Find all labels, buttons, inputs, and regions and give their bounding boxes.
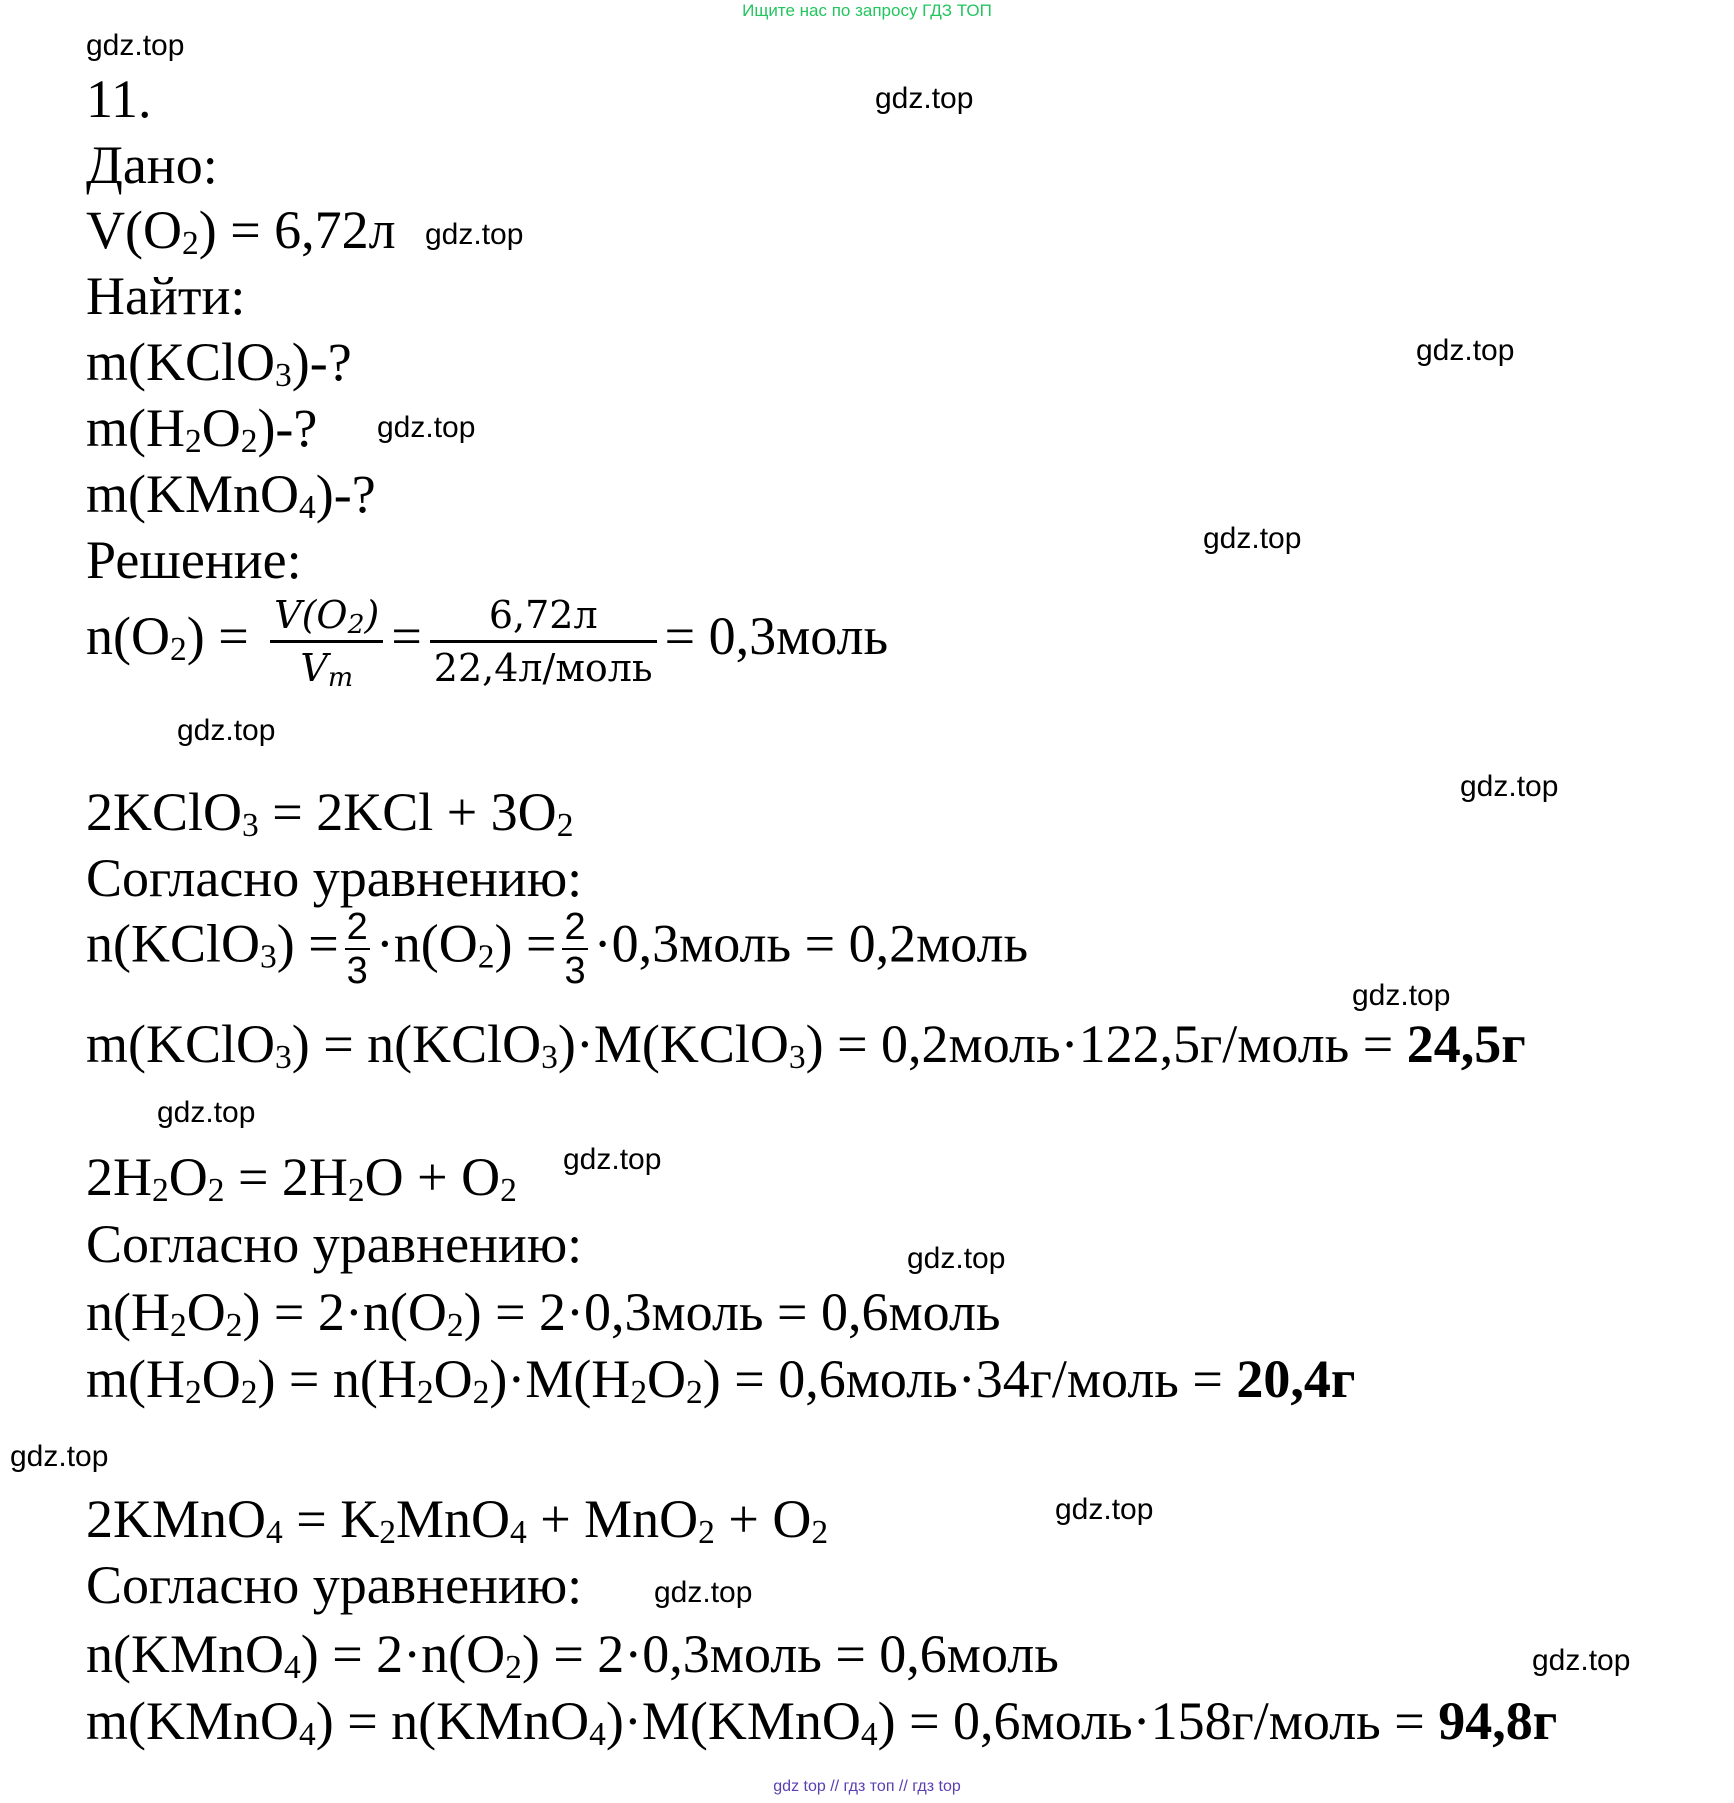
watermark: gdz.top <box>1416 334 1515 367</box>
volume-fraction: $\frac{V(O_2)}{V_m}$ <box>270 596 383 687</box>
kclo3-moles: n(KClO$_3$) = $\frac{2}{3}$ $\cdot n(O_2)$ = $\frac{2}{3}$ ·0,3моль = 0,2моль <box>86 906 1029 992</box>
watermark: gdz.top <box>177 714 276 747</box>
given-label: Дано: <box>86 135 218 195</box>
watermark: gdz.top <box>1055 1493 1154 1526</box>
given-line: $V(O_2) = 6,72л$ <box>86 200 396 263</box>
kmno4-equation: 2KMnO$_4$ = $K_2MnO_4 + MnO_2 + O_2$ <box>86 1489 829 1552</box>
kmno4-moles: n(KMnO$_4$) = $2\cdot n(O_2)$ = 2·0,3моль = 0,6моль <box>86 1624 1059 1687</box>
watermark: gdz.top <box>1203 522 1302 555</box>
top-banner: Ищите нас по запросу ГДЗ ТОП <box>742 1 992 20</box>
watermark: gdz.top <box>377 411 476 444</box>
watermark: gdz.top <box>1532 1644 1631 1677</box>
find-label: Найти: <box>86 266 246 326</box>
watermark: gdz.top <box>875 82 974 115</box>
numeric-fraction: $\frac{6,72л}{\text{22,4л/моль}}$ <box>430 596 657 687</box>
watermark: gdz.top <box>563 1143 662 1176</box>
footer-bar: gdz top // гдз топ // гдз top <box>773 1778 961 1795</box>
watermark: gdz.top <box>654 1576 753 1609</box>
problem-number: 11. <box>86 69 152 129</box>
ratio-fraction: $\frac{2}{3}$ <box>564 906 586 992</box>
kmno4-mass: m(KMnO$_4$) = n(KMnO$_4$)·M(KMnO$_4$) = 0,6моль·158г/моль = 94,8г <box>86 1691 1558 1754</box>
watermark: gdz.top <box>1460 770 1559 803</box>
watermark: gdz.top <box>907 1242 1006 1275</box>
h2o2-mass: $m(H_2O_2) = n(H_2O_2)\cdot M(H_2O_2)$ = 0,6моль·34г/моль = 20,4г <box>86 1349 1356 1412</box>
n-o2-formula: $n(O_2)$ = $\frac{V(O_2)}{V_m}$ = $\frac{6,72л}{\text{22,4л/моль}}$ = 0,3моль <box>86 593 889 693</box>
kclo3-mass: m(KClO$_3$) = n(KClO$_3$)·M(KClO$_3$) = 0,2моль·122,5г/моль = 24,5г <box>86 1014 1526 1077</box>
watermark: gdz.top <box>10 1440 109 1473</box>
h2o2-equation: $2H_2O_2 = 2H_2O + O_2$ <box>86 1147 517 1210</box>
watermark: gdz.top <box>1352 979 1451 1012</box>
kclo3-equation: 2KClO$_3$ = $2KCl + 3O_2$ <box>86 782 574 845</box>
according-label: Согласно уравнению: <box>86 1214 583 1274</box>
kclo3-answer: 24,5г <box>1406 1014 1526 1074</box>
watermark: gdz.top <box>86 29 185 62</box>
h2o2-moles: $n(H_2O_2) = 2\cdot n(O_2)$ = 2·0,3моль = 0,6моль <box>86 1282 1001 1345</box>
kmno4-answer: 94,8г <box>1438 1691 1558 1751</box>
find-line: m(KClO$_3$)-? <box>86 332 352 395</box>
according-label: Согласно уравнению: <box>86 1555 583 1615</box>
watermark: gdz.top <box>425 218 524 251</box>
according-label: Согласно уравнению: <box>86 848 583 908</box>
find-line: m(KMnO$_4$)-? <box>86 464 376 527</box>
h2o2-answer: 20,4г <box>1236 1349 1356 1409</box>
solution-label: Решение: <box>86 530 302 590</box>
ratio-fraction: $\frac{2}{3}$ <box>346 906 368 992</box>
watermark: gdz.top <box>157 1096 256 1129</box>
find-line: $m(H_2O_2)-$? <box>86 398 318 461</box>
